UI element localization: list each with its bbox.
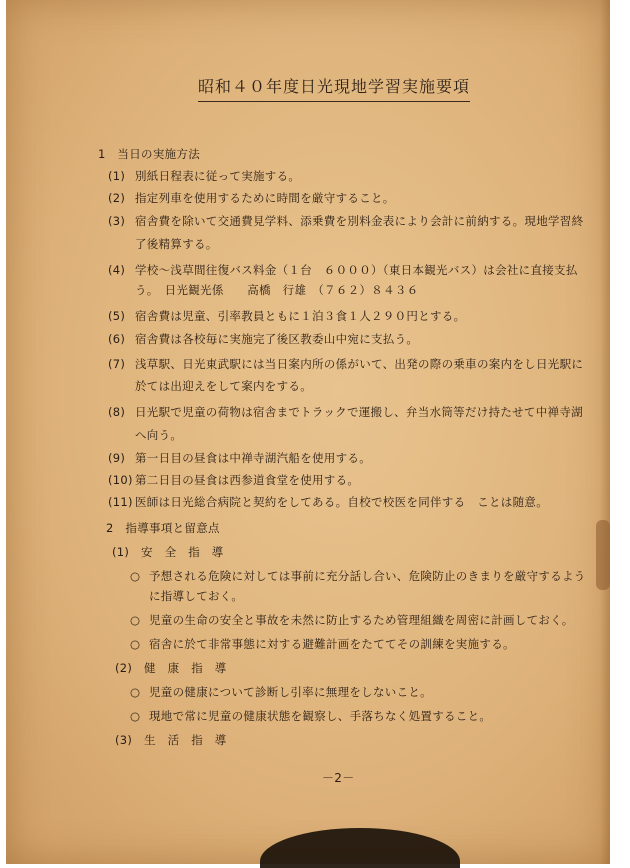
bullet-icon: ○ bbox=[130, 685, 141, 699]
list-item-continuation: に指導しておく。 bbox=[149, 589, 244, 603]
item-number: (6) bbox=[108, 332, 126, 346]
list-item: 宿舎に於て非常事態に対する避難計画をたててその訓練を実施する。 bbox=[149, 637, 515, 651]
document-title: 昭和４０年度日光現地学習実施要項 bbox=[198, 74, 470, 102]
page-number: －2－ bbox=[322, 771, 355, 785]
subsection-heading: (2) 健 康 指 導 bbox=[115, 661, 227, 675]
list-item: 日光駅で児童の荷物は宿舎までトラックで運搬し、弁当水筒等だけ持たせて中禅寺湖 bbox=[135, 405, 583, 419]
subsection-heading: (3) 生 活 指 導 bbox=[115, 733, 227, 747]
list-item: 学校～浅草間往復バス料金（１台 ６０００）（東日本観光バス）は会社に直接支払 bbox=[135, 263, 578, 277]
item-number: (1) bbox=[108, 169, 126, 183]
section-1-heading: 1 当日の実施方法 bbox=[98, 147, 201, 161]
list-item-continuation: 於ては出迎えをして案内をする。 bbox=[135, 379, 312, 393]
list-item: 別紙日程表に従って実施する。 bbox=[135, 169, 301, 183]
list-item-continuation: う。 日光観光係 高橋 行雄 （７６２）８４３６ bbox=[135, 283, 419, 297]
list-item: 第二日目の昼食は西参道食堂を使用する。 bbox=[135, 473, 360, 487]
item-number: (4) bbox=[108, 263, 126, 277]
item-number: (8) bbox=[108, 405, 126, 419]
item-number: (3) bbox=[108, 214, 126, 228]
bullet-icon: ○ bbox=[130, 637, 141, 651]
item-number: (9) bbox=[108, 451, 126, 465]
list-item: 宿舎費は各校毎に実施完了後区教委山中宛に支払う。 bbox=[135, 332, 419, 346]
list-item: 医師は日光総合病院と契約をしてある。自校で校医を同伴する ことは随意。 bbox=[135, 495, 548, 509]
list-item-continuation: 了後精算する。 bbox=[135, 237, 218, 251]
item-number: (7) bbox=[108, 357, 126, 371]
bullet-icon: ○ bbox=[130, 709, 141, 723]
bullet-icon: ○ bbox=[130, 613, 141, 627]
subsection-heading: (1) 安 全 指 導 bbox=[112, 545, 224, 559]
item-number: (10) bbox=[108, 473, 133, 487]
list-item: 宿舎費を除いて交通費見学料、添乗費を別料金表により会計に前納する。現地学習終 bbox=[135, 214, 584, 228]
list-item: 宿舎費は児童、引率教員ともに１泊３食１人２９０円とする。 bbox=[135, 309, 466, 323]
item-number: (11) bbox=[108, 495, 133, 509]
item-number: (2) bbox=[108, 191, 126, 205]
list-item: 第一日目の昼食は中禅寺湖汽船を使用する。 bbox=[135, 451, 371, 465]
paper-sheet bbox=[6, 0, 610, 864]
list-item: 現地で常に児童の健康状態を観察し、手落ちなく処置すること。 bbox=[149, 709, 492, 723]
section-2-heading: 2 指導事項と留意点 bbox=[106, 521, 220, 535]
list-item: 指定列車を使用するために時間を厳守すること。 bbox=[135, 191, 395, 205]
paper-tear bbox=[596, 520, 610, 590]
list-item: 児童の生命の安全と事故を未然に防止するため管理組織を周密に計画しておく。 bbox=[149, 613, 574, 627]
list-item-continuation: へ向う。 bbox=[135, 428, 183, 442]
list-item: 浅草駅、日光東武駅には当日案内所の係がいて、出発の際の乗車の案内をし日光駅に bbox=[135, 357, 584, 371]
item-number: (5) bbox=[108, 309, 126, 323]
paper-edge bbox=[600, 0, 610, 864]
bullet-icon: ○ bbox=[130, 569, 141, 583]
list-item: 児童の健康について診断し引率に無理をしないこと。 bbox=[149, 685, 432, 699]
list-item: 予想される危険に対しては事前に充分話し合い、危険防止のきまりを厳守するよう bbox=[149, 569, 586, 583]
